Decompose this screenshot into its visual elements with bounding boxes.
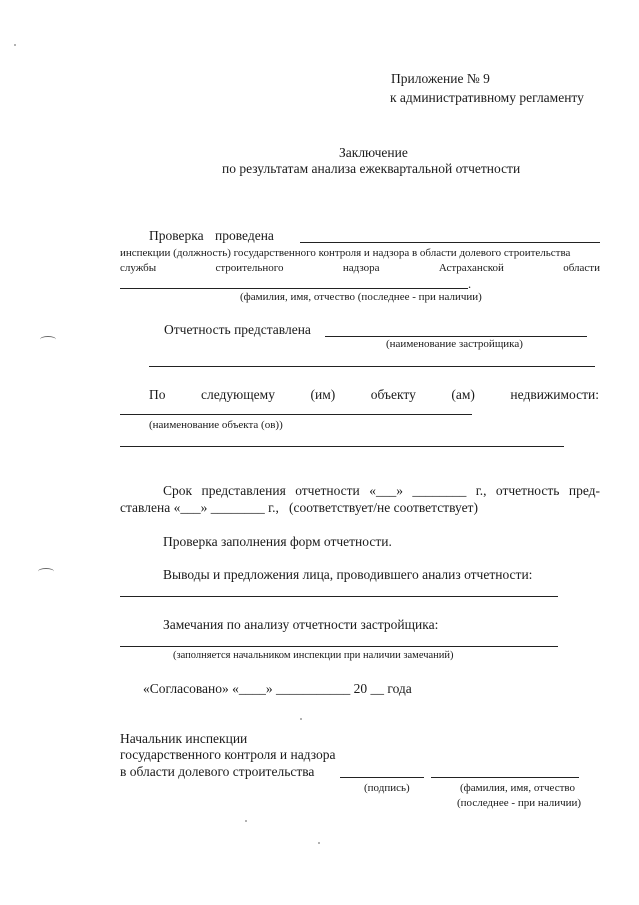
scan-speck <box>245 820 247 822</box>
inspector-position-line <box>300 242 600 243</box>
remarks-caption: (заполняется начальником инспекции при наличии замечаний) <box>173 650 454 661</box>
scan-speck <box>14 44 16 46</box>
forms-check-text: Проверка заполнения форм отчетности. <box>163 534 392 549</box>
signature-line <box>340 777 424 778</box>
scan-speck <box>318 842 320 844</box>
developer-name-line-2 <box>149 366 595 367</box>
check-period: . <box>468 277 472 291</box>
appendix-number: Приложение № 9 <box>391 71 490 86</box>
developer-name-line <box>325 336 587 337</box>
deadline-line-2: ставлена «___» ________ г., (соответствует/не соответствует) <box>120 500 478 515</box>
remarks-line <box>120 646 558 647</box>
check-line-2: инспекции (должность) государственного контроля и надзора в области долевого строительства <box>120 247 571 259</box>
head-name-caption-2: (последнее - при наличии) <box>457 797 582 809</box>
head-title-3: в области долевого строительства <box>120 764 315 779</box>
appendix-regulation: к административному регламенту <box>390 90 584 105</box>
remarks-label: Замечания по анализу отчетности застройщика: <box>163 617 439 632</box>
head-title-2: государственного контроля и надзора <box>120 747 336 762</box>
report-label: Отчетность представлена <box>164 322 311 337</box>
document-title: Заключение <box>339 145 408 160</box>
head-title-1: Начальник инспекции <box>120 731 248 746</box>
scan-speck <box>300 718 302 720</box>
inspector-name-caption: (фамилия, имя, отчество (последнее - при наличии) <box>240 291 482 303</box>
document-subtitle: по результатам анализа ежеквартальной отчетности <box>222 161 521 176</box>
conclusions-line <box>120 596 558 597</box>
conclusions-label: Выводы и предложения лица, проводившего анализ отчетности: <box>163 567 533 582</box>
object-name-caption: (наименование объекта (ов)) <box>149 419 283 431</box>
signature-caption: (подпись) <box>364 782 410 794</box>
check-label: Проверка проведена <box>149 228 274 243</box>
scan-mark <box>38 568 54 575</box>
developer-name-caption: (наименование застройщика) <box>386 338 523 350</box>
head-name-line <box>431 777 579 778</box>
deadline-line-1: Срок представления отчетности «___» ________ г., отчетность пред- <box>163 483 600 498</box>
agreed-line: «Согласовано» «____» ___________ 20 __ года <box>143 681 412 696</box>
object-name-line-2 <box>120 446 564 447</box>
scan-mark <box>40 336 56 343</box>
objects-line: По следующему (им) объекту (ам) недвижимости: <box>149 387 599 402</box>
object-name-line <box>120 414 472 415</box>
inspector-name-line <box>120 288 468 289</box>
check-line-3: службы строительного надзора Астраханской области <box>120 262 600 274</box>
head-name-caption-1: (фамилия, имя, отчество <box>460 782 576 794</box>
